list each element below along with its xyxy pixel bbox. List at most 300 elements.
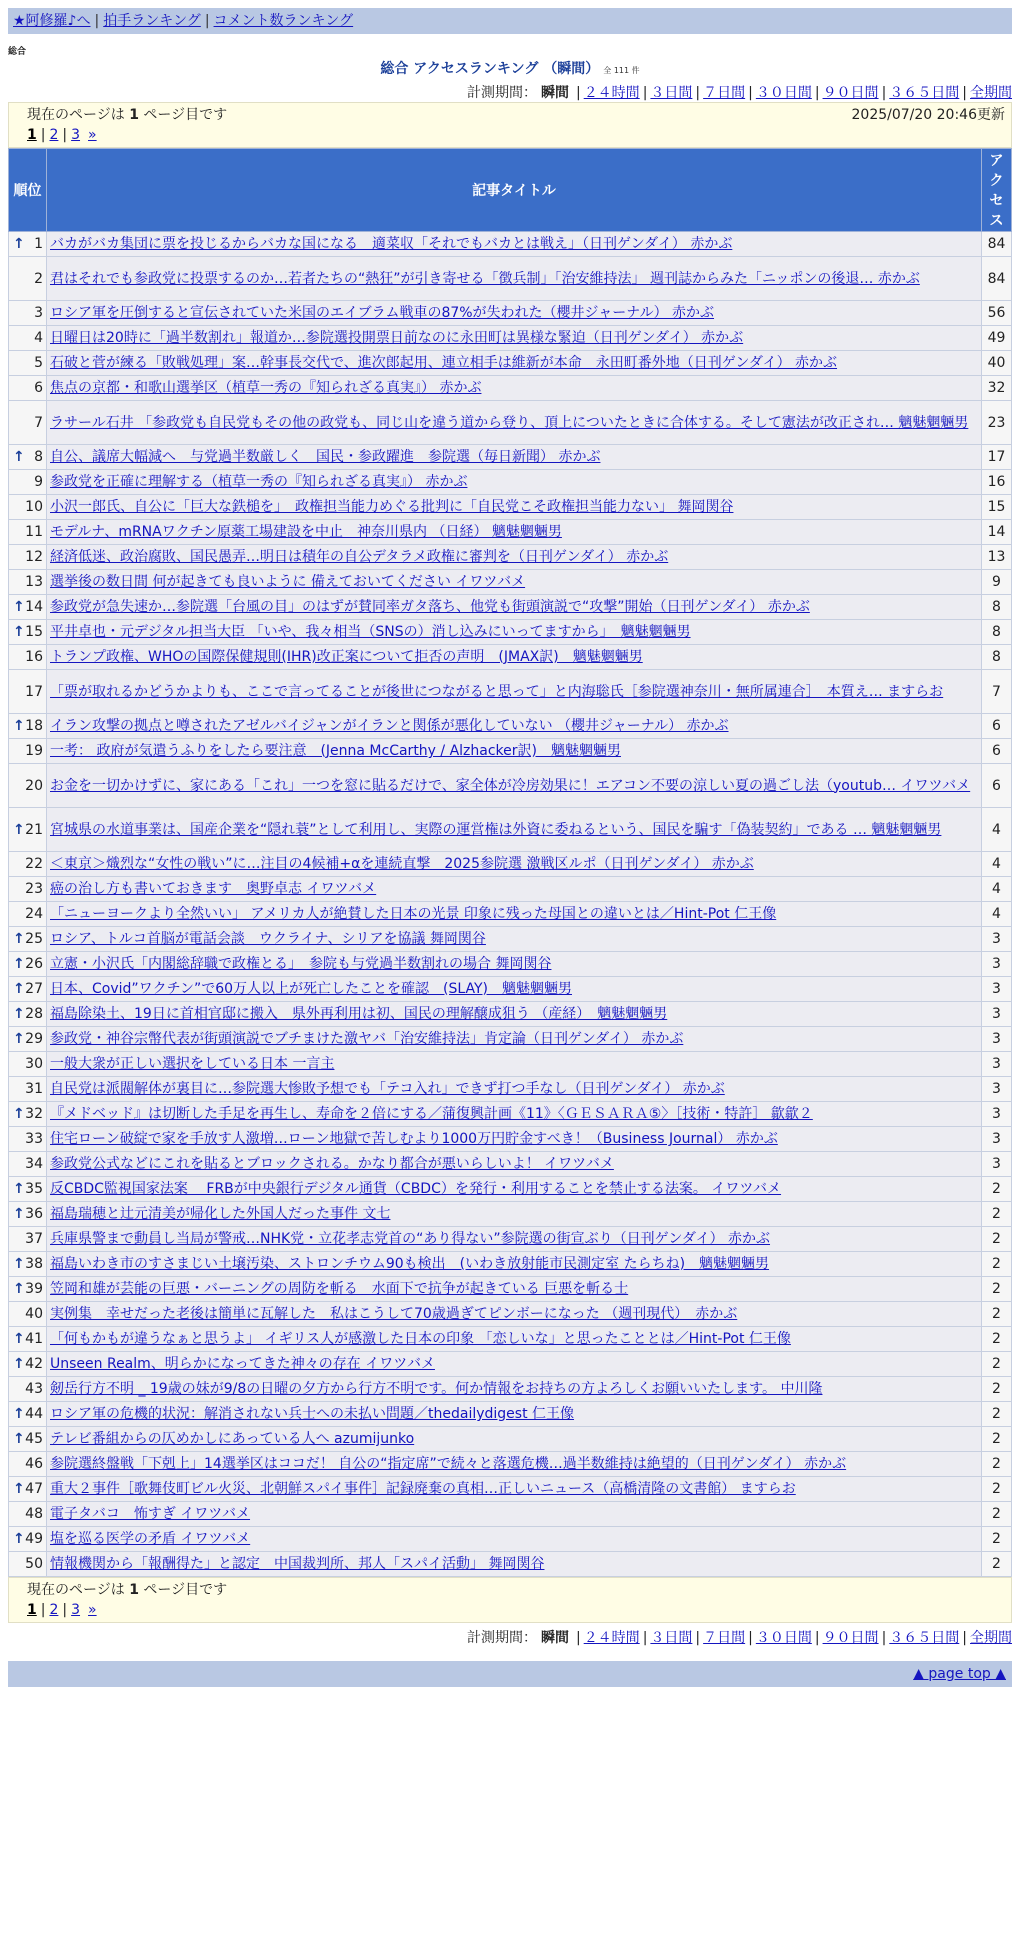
table-row: [9, 1477, 1012, 1502]
table-row: [9, 1102, 1012, 1127]
access-count: 3: [982, 1027, 1012, 1052]
title-cell: [47, 1352, 982, 1377]
article-link[interactable]: 実例集 幸せだった老後は簡単に瓦解した 私はこうして70歳過ぎてピンボーになった （週刊現代） 赤かぶ: [50, 1306, 738, 1322]
table-row: [9, 301, 1012, 326]
article-link[interactable]: 参院選終盤戦「下剋上」14選挙区はココだ！ 自公の“指定席”で続々と落選危機…過半数維持は絶望的（日刊ゲンダイ） 赤かぶ: [50, 1456, 847, 1472]
rank-number: 1: [34, 236, 43, 252]
rank-number: 16: [25, 649, 43, 665]
article-link[interactable]: 石破と菅が練る「敗戦処理」案…幹事長交代で、進次郎起用、連立相手は維新が本命 永田町番外地（日刊ゲンダイ） 赤かぶ: [50, 355, 838, 371]
title-cell: [47, 257, 982, 301]
page-separator: |: [62, 1602, 68, 1618]
pager-prefix: 現在のページは: [27, 107, 125, 123]
rank-cell: [9, 927, 47, 952]
article-link[interactable]: 選挙後の数日間 何が起きても良いように 備えておいてください イワツバメ: [50, 574, 526, 590]
period-separator: |: [748, 1630, 753, 1646]
access-count: 2: [982, 1502, 1012, 1527]
table-row: [9, 739, 1012, 764]
access-count: 2: [982, 1277, 1012, 1302]
table-row: [9, 1227, 1012, 1252]
article-link[interactable]: 参政党・神谷宗幣代表が街頭演説でブチまけた激ヤバ「治安維持法」肯定論（日刊ゲンダイ） 赤かぶ: [50, 1031, 684, 1047]
article-link[interactable]: 福島除染土、19日に首相官邸に搬入 県外再利用は初、国民の理解醸成狙う （産経） 魑魅魍魎男: [50, 1006, 668, 1022]
rank-number: 37: [25, 1231, 43, 1247]
home-link[interactable]: ★阿修羅♪へ: [13, 13, 91, 29]
table-row: [9, 1452, 1012, 1477]
rank-cell: [9, 1452, 47, 1477]
rank-number: 7: [34, 414, 43, 431]
access-count: 3: [982, 1102, 1012, 1127]
article-link[interactable]: 焦点の京都・和歌山選挙区（植草一秀の『知られざる真実』） 赤かぶ: [50, 380, 482, 396]
article-link[interactable]: 君はそれでも参政党に投票するのか…若者たちの“熱狂”が引き寄せる「徴兵制」「治安維持法」 週刊誌からみた「ニッポンの後退… 赤かぶ: [50, 270, 920, 287]
table-row: [9, 902, 1012, 927]
access-count: 2: [982, 1352, 1012, 1377]
access-count: 15: [982, 495, 1012, 520]
arrow-up-icon: ↑: [13, 981, 25, 997]
table-row: [9, 257, 1012, 301]
article-link[interactable]: 情報機関から「報酬得た」と認定 中国裁判所、邦人「スパイ活動」 舞岡関谷: [50, 1556, 545, 1572]
rank-cell: [9, 1427, 47, 1452]
title-cell: [47, 1502, 982, 1527]
table-row: [9, 376, 1012, 401]
access-count: 32: [982, 376, 1012, 401]
access-count: 6: [982, 739, 1012, 764]
rank-cell: [9, 808, 47, 852]
article-link[interactable]: 日本、Covid”ワクチン”で60万人以上が死亡したことを確認 (SLAY) 魑魅魍魎男: [50, 981, 572, 997]
title-cell: [47, 1227, 982, 1252]
period-separator: |: [962, 85, 967, 101]
rank-cell: [9, 1177, 47, 1202]
title-cell: [47, 1102, 982, 1127]
access-count: 3: [982, 1002, 1012, 1027]
table-row: [9, 808, 1012, 852]
rank-cell: [9, 1102, 47, 1127]
table-row: [9, 927, 1012, 952]
rank-number: 22: [25, 856, 43, 872]
period-separator: |: [575, 85, 581, 101]
title-header: 記事タイトル: [47, 149, 982, 232]
rank-cell: [9, 1402, 47, 1427]
rank-number: 41: [25, 1331, 43, 1347]
table-row: [9, 570, 1012, 595]
period-separator: |: [695, 1630, 701, 1646]
rank-cell: [9, 595, 47, 620]
title-cell: [47, 495, 982, 520]
clap-ranking-link[interactable]: 拍手ランキング: [103, 13, 201, 29]
rank-number: 13: [25, 574, 43, 590]
title-cell: [47, 902, 982, 927]
title-cell: [47, 1327, 982, 1352]
article-link[interactable]: 福島いわき市のすさまじい土壌汚染、ストロンチウム90も検出 (いわき放射能市民測定室 たらちね) 魑魅魍魎男: [50, 1256, 770, 1272]
period-link[interactable]: ７日間: [703, 85, 746, 101]
page-top-link[interactable]: ▲ page top ▲: [913, 1666, 1006, 1682]
table-row: [9, 1527, 1012, 1552]
table-row: [9, 1327, 1012, 1352]
footer-bar: [8, 1661, 1012, 1687]
top-nav-bar: [8, 8, 1012, 34]
article-link[interactable]: 重大２事件［歌舞伎町ビル火災、北朝鮮スパイ事件］記録廃棄の真相…正しいニュース（高橋清隆の文書館） ますらお: [50, 1481, 796, 1497]
rank-number: 23: [25, 881, 43, 897]
access-count: 3: [982, 952, 1012, 977]
title-cell: [47, 1077, 982, 1102]
article-link[interactable]: Unseen Realm、明らかになってきた神々の存在 イワツバメ: [50, 1356, 435, 1372]
period-label: 計測期間：: [466, 1630, 537, 1646]
rank-number: 43: [25, 1381, 43, 1397]
article-link[interactable]: 住宅ローン破綻で家を手放す人激増…ローン地獄で苦しむより1000万円貯金すべき！（Business Journal） 赤かぶ: [50, 1131, 778, 1147]
arrow-up-icon: ↑: [13, 1031, 25, 1047]
article-link[interactable]: ラサール石井 「参政党も自民党もその他の政党も、同じ山を違う道から登り、頂上についたときに合体する。そして憲法が改正され… 魑魅魍魎男: [50, 414, 969, 431]
rank-number: 40: [25, 1306, 43, 1322]
title-cell: [47, 445, 982, 470]
article-link[interactable]: 日曜日は20時に「過半数割れ」報道か…参院選投開票日前なのに永田町は異様な緊迫（日刊ゲンダイ） 赤かぶ: [50, 330, 744, 346]
arrow-up-icon: ↑: [13, 1281, 25, 1297]
article-link[interactable]: 小沢一郎氏、自公に「巨大な鉄槌を」 政権担当能力めぐる批判に「自民党こそ政権担当能力ない」 舞岡関谷: [50, 499, 734, 515]
period-link[interactable]: ３６５日間: [889, 1630, 960, 1646]
table-row: [9, 595, 1012, 620]
rank-number: 4: [34, 330, 43, 346]
article-link[interactable]: 福島瑞穂と辻元清美が帰化した外国人だった事件 文七: [50, 1206, 391, 1222]
page-link-current[interactable]: 1: [27, 127, 37, 143]
article-link[interactable]: 参政党公式などにこれを貼るとブロックされる。かなり都合が悪いらしいよ！ イワツバメ: [50, 1156, 614, 1172]
article-link[interactable]: 経済低迷、政治腐敗、国民愚弄…明日は積年の自公デタラメ政権に審判を（日刊ゲンダイ） 赤かぶ: [50, 549, 669, 565]
table-row: [9, 520, 1012, 545]
table-row: [9, 1402, 1012, 1427]
table-row: [9, 670, 1012, 714]
article-link[interactable]: 参政党を正確に理解する（植草一秀の『知られざる真実』） 赤かぶ: [50, 474, 468, 490]
article-link[interactable]: ロシア軍の危機的状況：解消されない兵士への未払い問題／thedailydigest 仁王像: [50, 1406, 575, 1422]
access-count: 4: [982, 877, 1012, 902]
access-count: 9: [982, 570, 1012, 595]
rank-number: 34: [25, 1156, 43, 1172]
rank-number: 8: [34, 449, 43, 465]
title-cell: [47, 1552, 982, 1577]
period-link[interactable]: ３０日間: [755, 85, 812, 101]
article-link[interactable]: 兵庫県警まで動員し当局が警戒…NHK党・立花孝志党首の“あり得ない”参院選の街宣ぶり（日刊ゲンダイ） 赤かぶ: [50, 1231, 771, 1247]
title-cell: [47, 977, 982, 1002]
title-cell: [47, 545, 982, 570]
rank-number: 47: [25, 1481, 43, 1497]
table-row: [9, 764, 1012, 808]
rank-number: 32: [25, 1106, 43, 1122]
article-link[interactable]: 電子タバコ 怖すぎ イワツバメ: [50, 1506, 251, 1522]
table-row: [9, 852, 1012, 877]
article-link[interactable]: バカがバカ集団に票を投じるからバカな国になる 適菜収「それでもバカとは戦え」（日刊ゲンダイ） 赤かぶ: [50, 236, 733, 252]
arrow-up-icon: ↑: [13, 1531, 25, 1547]
table-row: [9, 1202, 1012, 1227]
rank-cell: [9, 1077, 47, 1102]
rank-number: 2: [34, 270, 43, 287]
access-count: 2: [982, 1377, 1012, 1402]
rank-cell: [9, 326, 47, 351]
article-link[interactable]: テレビ番組からの仄めかしにあっている人へ azumijunko: [50, 1431, 415, 1447]
article-link[interactable]: 自民党は派閥解体が裏目に…参院選大惨敗予想でも「テコ入れ」できず打つ手なし（日刊ゲンダイ） 赤かぶ: [50, 1081, 725, 1097]
page-separator: |: [40, 127, 46, 143]
rank-cell: [9, 977, 47, 1002]
rank-number: 14: [25, 599, 43, 615]
rank-number: 36: [25, 1206, 43, 1222]
access-count: 2: [982, 1202, 1012, 1227]
rank-cell: [9, 902, 47, 927]
access-count: 4: [982, 808, 1012, 852]
table-row: [9, 645, 1012, 670]
period-link[interactable]: ３日間: [650, 1630, 693, 1646]
title-cell: [47, 1152, 982, 1177]
title-cell: [47, 670, 982, 714]
table-row: [9, 351, 1012, 376]
title-cell: [47, 1202, 982, 1227]
article-link[interactable]: 一般大衆が正しい選択をしている日本 一言主: [50, 1056, 335, 1072]
access-count: 2: [982, 1552, 1012, 1577]
article-link[interactable]: 『メドベッド』は切断した手足を再生し、寿命を２倍にする／蒲復興計画《11》〈ＧＥＳＡＲＡ⑤〉［技術・特許］ 歙歙２: [50, 1106, 813, 1122]
article-link[interactable]: 癌の治し方も書いておきます 奥野卓志 イワツバメ: [50, 881, 377, 897]
rank-number: 10: [25, 499, 43, 515]
table-row: [9, 620, 1012, 645]
period-link[interactable]: 全期間: [970, 1630, 1012, 1646]
rank-cell: [9, 714, 47, 739]
table-row: [9, 877, 1012, 902]
title-cell: [47, 1402, 982, 1427]
table-row: [9, 1302, 1012, 1327]
table-row: [9, 1427, 1012, 1452]
rank-number: 26: [25, 956, 43, 972]
rank-number: 20: [25, 777, 43, 794]
page-links: [15, 1600, 1005, 1620]
title-cell: [47, 620, 982, 645]
arrow-up-icon: ↑: [13, 1181, 25, 1197]
article-link[interactable]: 自公、議席大幅減へ 与党過半数厳しく 国民・参政躍進 参院選（毎日新聞） 赤かぶ: [50, 449, 601, 465]
table-row: [9, 1177, 1012, 1202]
arrow-up-icon: ↑: [13, 821, 25, 838]
rank-cell: [9, 351, 47, 376]
total-count: 全 111 件: [603, 66, 640, 75]
article-link[interactable]: 立憲・小沢氏「内閣総辞職で政権とる」 参院も与党過半数割れの場合 舞岡関谷: [50, 956, 552, 972]
pager-bottom: [8, 1577, 1012, 1623]
arrow-up-icon: ↑: [13, 624, 25, 640]
title-cell: [47, 1277, 982, 1302]
arrow-up-icon: ↑: [13, 1481, 25, 1497]
nav-separator: |: [204, 13, 210, 29]
rank-cell: [9, 570, 47, 595]
access-count: 40: [982, 351, 1012, 376]
arrow-up-icon: ↑: [13, 1006, 25, 1022]
rank-cell: [9, 620, 47, 645]
title-cell: [47, 1127, 982, 1152]
period-link[interactable]: ３６５日間: [889, 85, 960, 101]
access-count: 3: [982, 927, 1012, 952]
article-link[interactable]: トランプ政権、WHOの国際保健規則(IHR)改正案について拒否の声明 (JMAX訳) 魑魅魍魎男: [50, 649, 643, 665]
article-link[interactable]: 一考： 政府が気遣うふりをしたら要注意 (Jenna McCarthy / Alzhacker訳) 魑魅魍魎男: [50, 743, 621, 759]
rank-number: 35: [25, 1181, 43, 1197]
period-link[interactable]: ３０日間: [755, 1630, 812, 1646]
pager-prefix: 現在のページは: [27, 1582, 125, 1598]
article-link[interactable]: 反CBDC監視国家法案 FRBが中央銀行デジタル通貨（CBDC）を発行・利用することを禁止する法案。 イワツバメ: [50, 1181, 782, 1197]
current-page-text: [15, 105, 227, 125]
page-link[interactable]: 2: [49, 127, 59, 143]
access-count: 13: [982, 545, 1012, 570]
access-count: 2: [982, 1427, 1012, 1452]
access-count: 6: [982, 714, 1012, 739]
rank-cell: [9, 376, 47, 401]
title-cell: [47, 376, 982, 401]
next-page-link[interactable]: »: [88, 127, 97, 143]
rank-cell: [9, 1052, 47, 1077]
rank-cell: [9, 1302, 47, 1327]
table-row: [9, 470, 1012, 495]
current-page-text: [15, 1580, 227, 1600]
title-cell: [47, 808, 982, 852]
article-link[interactable]: 参政党が急失速か…参院選「台風の目」のはずが賛同率ガタ落ち、他党も街頭演説で“攻撃”開始（日刊ゲンダイ） 赤かぶ: [50, 599, 810, 615]
article-link[interactable]: 剱岳行方不明 _ 19歳の妹が9/8の日曜の夕方から行方不明です。何か情報をお持ちの方よろしくお願いいたします。 中川隆: [50, 1381, 823, 1397]
next-page-link[interactable]: »: [88, 1602, 97, 1618]
access-count: 2: [982, 1177, 1012, 1202]
table-row: [9, 326, 1012, 351]
table-row: [9, 1352, 1012, 1377]
period-separator: |: [695, 85, 701, 101]
period-separator: |: [814, 1630, 820, 1646]
page-link[interactable]: 3: [71, 127, 81, 143]
title-cell: [47, 1177, 982, 1202]
table-row: [9, 1027, 1012, 1052]
arrow-up-icon: ↑: [13, 718, 25, 734]
table-row: [9, 1152, 1012, 1177]
table-row: [9, 1052, 1012, 1077]
rank-cell: [9, 1552, 47, 1577]
rank-cell: [9, 739, 47, 764]
rank-cell: [9, 952, 47, 977]
article-link[interactable]: 笠岡和雄が芸能の巨悪・バーニングの周防を斬る 水面下で抗争が起きている 巨悪を斬る士: [50, 1281, 629, 1297]
table-row: [9, 401, 1012, 445]
rank-cell: [9, 1127, 47, 1152]
arrow-up-icon: ↑: [13, 1331, 25, 1347]
period-link[interactable]: ７日間: [703, 1630, 746, 1646]
article-link[interactable]: モデルナ、mRNAワクチン原薬工場建設を中止 神奈川県内 （日経） 魑魅魍魎男: [50, 524, 562, 540]
access-count: 23: [982, 401, 1012, 445]
title-cell: [47, 470, 982, 495]
period-link[interactable]: 全期間: [970, 85, 1012, 101]
access-count: 2: [982, 1452, 1012, 1477]
page-link-current[interactable]: 1: [27, 1602, 37, 1618]
rank-number: 28: [25, 1006, 43, 1022]
title-cell: [47, 764, 982, 808]
title-cell: [47, 645, 982, 670]
access-count: 3: [982, 1052, 1012, 1077]
comment-ranking-link[interactable]: コメント数ランキング: [213, 13, 354, 29]
article-link[interactable]: 平井卓也・元デジタル担当大臣 「いや、我々相当（SNSの）消し込みにいってますから」 魑魅魍魎男: [50, 624, 691, 640]
title-cell: [47, 952, 982, 977]
title-cell: [47, 326, 982, 351]
rank-cell: [9, 1277, 47, 1302]
page-title: 総合 アクセスランキング （瞬間）: [380, 61, 600, 77]
rank-cell: [9, 1002, 47, 1027]
article-link[interactable]: 「ニューヨークより全然いい」 アメリカ人が絶賛した日本の光景 印象に残った母国との違いとは／Hint-Pot 仁王像: [50, 906, 777, 922]
rank-number: 44: [25, 1406, 43, 1422]
rank-cell: [9, 877, 47, 902]
table-row: [9, 545, 1012, 570]
rank-cell: [9, 1152, 47, 1177]
period-link[interactable]: ２４時間: [583, 1630, 640, 1646]
title-cell: [47, 1527, 982, 1552]
rank-cell: [9, 1477, 47, 1502]
period-separator: |: [575, 1630, 581, 1646]
access-count: 3: [982, 1077, 1012, 1102]
page-separator: |: [62, 127, 68, 143]
article-link[interactable]: ロシア軍を圧倒すると宣伝されていた米国のエイブラム戦車の87%が失われた（櫻井ジャーナル） 赤かぶ: [50, 305, 715, 321]
article-link[interactable]: イラン攻撃の拠点と噂されたアゼルバイジャンがイランと関係が悪化していない （櫻井ジャーナル） 赤かぶ: [50, 718, 729, 734]
title-cell: [47, 351, 982, 376]
article-link[interactable]: 塩を巡る医学の矛盾 イワツバメ: [50, 1531, 251, 1547]
rank-number: 24: [25, 906, 43, 922]
article-link[interactable]: ロシア、トルコ首脳が電話会談 ウクライナ、シリアを協議 舞岡関谷: [50, 931, 486, 947]
arrow-up-icon: ↑: [13, 449, 25, 465]
page-separator: |: [40, 1602, 46, 1618]
arrow-up-icon: ↑: [13, 599, 25, 615]
article-link[interactable]: お金を一切かけずに、家にある「これ」一つを窓に貼るだけで、家全体が冷房効果に！エアコン不要の涼しい夏の過ごし法（youtub… イワツバメ: [50, 777, 971, 794]
pager-top: [8, 102, 1012, 148]
rank-cell: [9, 1027, 47, 1052]
rank-number: 19: [25, 743, 43, 759]
period-link[interactable]: ９０日間: [822, 1630, 879, 1646]
rank-number: 21: [25, 821, 43, 838]
access-count: 2: [982, 1252, 1012, 1277]
arrow-up-icon: ↑: [13, 1406, 25, 1422]
table-row: [9, 1552, 1012, 1577]
ranking-table: [8, 148, 1012, 1577]
arrow-up-icon: ↑: [13, 1356, 25, 1372]
title-cell: [47, 232, 982, 257]
rank-number: 49: [25, 1531, 43, 1547]
access-count: 2: [982, 1477, 1012, 1502]
page-link[interactable]: 3: [71, 1602, 81, 1618]
access-count: 8: [982, 620, 1012, 645]
period-link[interactable]: ２４時間: [583, 85, 640, 101]
rank-number: 48: [25, 1506, 43, 1522]
rank-number: 42: [25, 1356, 43, 1372]
access-count: 2: [982, 1402, 1012, 1427]
article-link[interactable]: 宮城県の水道事業は、国産企業を“隠れ蓑”として利用し、実際の運営権は外資に委ねるという、国民を騙す「偽装契約」である … 魑魅魍魎男: [50, 821, 942, 838]
rank-cell: [9, 1352, 47, 1377]
article-link[interactable]: 「票が取れるかどうかよりも、ここで言ってることが後世につながると思って」と内海聡氏［参院選神奈川・無所属連合］ 本質え… ますらお: [50, 683, 944, 700]
title-cell: [47, 927, 982, 952]
period-separator: |: [962, 1630, 967, 1646]
rank-number: 17: [25, 683, 43, 700]
rank-cell: [9, 1327, 47, 1352]
period-link[interactable]: ９０日間: [822, 85, 879, 101]
rank-number: 31: [25, 1081, 43, 1097]
table-row: [9, 1377, 1012, 1402]
table-row: [9, 445, 1012, 470]
page-link[interactable]: 2: [49, 1602, 59, 1618]
rank-number: 9: [34, 474, 43, 490]
period-link[interactable]: ３日間: [650, 85, 693, 101]
access-header: アクセス: [982, 149, 1012, 232]
table-row: [9, 1127, 1012, 1152]
table-row: [9, 714, 1012, 739]
rank-cell: [9, 232, 47, 257]
title-cell: [47, 1452, 982, 1477]
article-link[interactable]: ＜東京＞熾烈な“女性の戦い”に…注目の4候補+αを連続直撃 2025参院選 激戦区ルポ（日刊ゲンダイ） 赤かぶ: [50, 856, 754, 872]
rank-cell: [9, 1202, 47, 1227]
article-link[interactable]: 「何もかもが違うなぁと思うよ」 イギリス人が感激した日本の印象 「恋しいな」と思ったこととは／Hint-Pot 仁王像: [50, 1331, 791, 1347]
rank-cell: [9, 645, 47, 670]
period-selector: [8, 82, 1012, 102]
rank-number: 5: [34, 355, 43, 371]
table-row: [9, 495, 1012, 520]
rank-number: 30: [25, 1056, 43, 1072]
table-row: [9, 232, 1012, 257]
title-cell: [47, 739, 982, 764]
access-count: 2: [982, 1527, 1012, 1552]
access-count: 16: [982, 470, 1012, 495]
access-count: 49: [982, 326, 1012, 351]
access-count: 14: [982, 520, 1012, 545]
